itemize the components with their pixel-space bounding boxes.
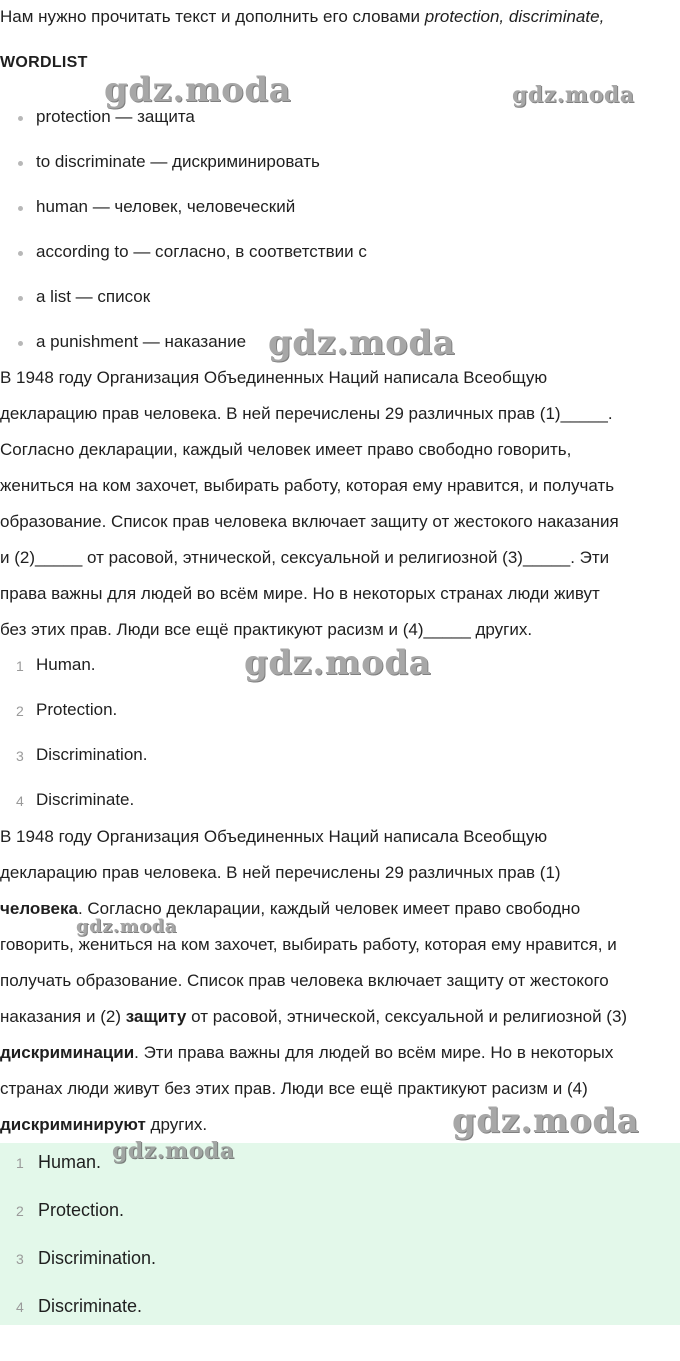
answer-word: защиту	[125, 1007, 187, 1026]
answer-line: странах люди живут без этих прав. Люди все ещё практикуют расизм и (4)	[0, 1079, 588, 1098]
wordlist-item: according to — согласно, в соответствии с	[36, 242, 367, 261]
watermark-logo: gdz.moda	[76, 916, 177, 937]
answer-option: Human.	[38, 1152, 102, 1172]
answer-number: 4	[16, 1299, 24, 1315]
option-number: 2	[16, 703, 24, 719]
watermark-logo: gdz.moda	[112, 1138, 235, 1164]
bullet-icon	[18, 341, 23, 346]
task-line: Согласно декларации, каждый человек имеет право свободно говорить,	[0, 440, 572, 459]
intro-prefix: Нам нужно прочитать текст и дополнить его словами	[0, 7, 425, 26]
watermark-logo: gdz.moda	[512, 82, 635, 108]
answer-number: 3	[16, 1251, 24, 1267]
intro-text	[0, 6, 604, 28]
wordlist-item: protection — защита	[36, 107, 195, 126]
option-text: Discrimination.	[36, 745, 148, 764]
answer-option: Protection.	[38, 1200, 125, 1220]
task-line: права важны для людей во всём мире. Но в некоторых странах люди живут	[0, 584, 600, 603]
answer-line: дискриминируют других.	[0, 1115, 208, 1134]
bullet-icon	[18, 116, 23, 121]
option-number: 1	[16, 658, 24, 674]
answer-word: дискриминации	[0, 1043, 135, 1062]
answer-line: наказания и (2) защиту от расовой, этнической, сексуальной и религиозной (3)	[0, 1007, 628, 1026]
option-text: Protection.	[36, 700, 118, 719]
answer-option: Discrimination.	[38, 1248, 157, 1268]
task-line: без этих прав. Люди все ещё практикуют расизм и (4)_____ других.	[0, 620, 533, 639]
wordlist-item: to discriminate — дискриминировать	[36, 152, 320, 171]
watermark-logo: gdz.moda	[244, 643, 432, 683]
bullet-icon	[18, 206, 23, 211]
answer-line: получать образование. Список прав человека включает защиту от жестокого	[0, 971, 609, 990]
option-text: Discriminate.	[36, 790, 135, 809]
answer-line: человека. Согласно декларации, каждый человек имеет право свободно	[0, 899, 581, 918]
wordlist-item: a punishment — наказание	[36, 332, 247, 351]
answer-number: 2	[16, 1203, 24, 1219]
wordlist-title: WORDLIST	[0, 54, 88, 71]
watermark-logo: gdz.moda	[104, 70, 292, 110]
option-number: 3	[16, 748, 24, 764]
intro-italic-words: protection, discriminate,	[424, 7, 605, 26]
task-line: и (2)_____ от расовой, этнической, сексуальной и религиозной (3)_____. Эти	[0, 548, 610, 567]
bullet-icon	[18, 251, 23, 256]
answer-word: дискриминируют	[0, 1115, 146, 1134]
watermark-logo: gdz.moda	[452, 1101, 640, 1141]
answer-line: дискриминации. Эти права важны для людей во всём мире. Но в некоторых	[0, 1043, 614, 1062]
task-line: жениться на ком захочет, выбирать работу, которая ему нравится, и получать	[0, 476, 615, 495]
watermark-logo: gdz.moda	[268, 323, 456, 363]
answer-option: Discriminate.	[38, 1296, 143, 1316]
task-line: образование. Список прав человека включает защиту от жестокого наказания	[0, 512, 619, 531]
bullet-icon	[18, 296, 23, 301]
answer-line: говорить, жениться на ком захочет, выбирать работу, которая ему нравится, и	[0, 935, 617, 954]
option-number: 4	[16, 793, 24, 809]
task-line: декларацию прав человека. В ней перечислены 29 различных прав (1)_____.	[0, 404, 613, 423]
task-line: В 1948 году Организация Объединенных Наций написала Всеобщую	[0, 368, 548, 387]
option-text: Human.	[36, 655, 96, 674]
wordlist-item: a list — список	[36, 287, 151, 306]
correct-answers-box	[0, 1143, 680, 1325]
answer-word: человека	[0, 899, 78, 918]
answer-line: декларацию прав человека. В ней перечислены 29 различных прав (1)	[0, 863, 561, 882]
bullet-icon	[18, 161, 23, 166]
wordlist-item: human — человек, человеческий	[36, 197, 296, 216]
answer-number: 1	[16, 1155, 24, 1171]
answer-line: В 1948 году Организация Объединенных Наций написала Всеобщую	[0, 827, 548, 846]
